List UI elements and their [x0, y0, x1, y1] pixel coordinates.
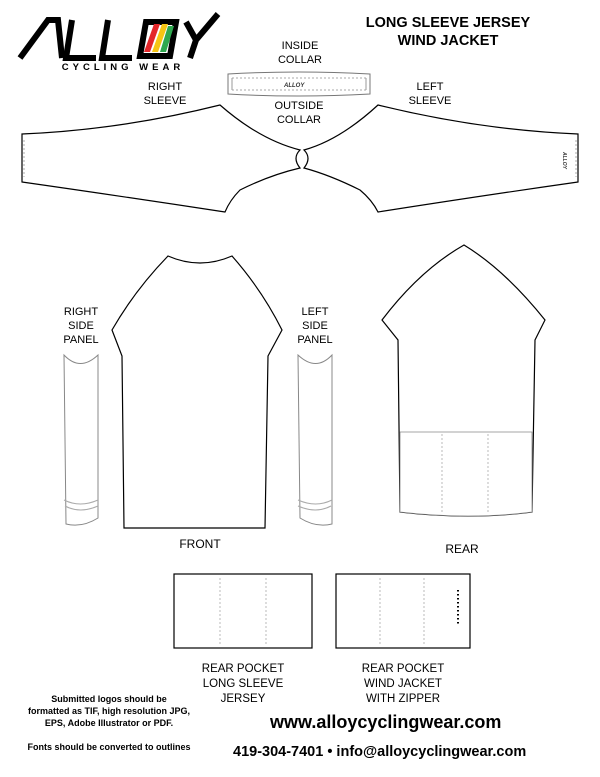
- left-sleeve-piece: [304, 105, 578, 212]
- outside-collar-label: OUTSIDE COLLAR: [274, 100, 324, 126]
- collar-logo: ALLOY: [284, 83, 305, 89]
- front-label: FRONT: [179, 537, 221, 551]
- fonts-note: Fonts should be converted to outlines: [27, 742, 191, 752]
- rear-label: REAR: [445, 542, 479, 556]
- right-sleeve-piece: [22, 105, 300, 212]
- alloy-logo: [20, 14, 218, 58]
- right-side-panel-piece: [64, 355, 98, 525]
- right-side-panel-label: RIGHT SIDE PANEL: [63, 306, 99, 346]
- left-side-panel-piece: [298, 355, 332, 525]
- rear-pocket-jacket-piece: [336, 574, 470, 648]
- front-body-piece: [112, 256, 282, 528]
- rear-pocket-jersey-label: REAR POCKET LONG SLEEVE JERSEY: [201, 663, 285, 705]
- right-sleeve-label: RIGHT SLEEVE: [143, 81, 187, 107]
- rear-pocket-jersey-piece: [174, 574, 312, 648]
- inside-collar-label: INSIDE COLLAR: [277, 40, 323, 66]
- rear-pocket-jacket-label: REAR POCKET WIND JACKET WITH ZIPPER: [361, 663, 445, 705]
- left-side-panel-label: LEFT SIDE PANEL: [297, 306, 333, 346]
- rear-body-piece: [382, 245, 545, 516]
- contact-info[interactable]: 419-304-7401 • info@alloycyclingwear.com: [233, 744, 527, 760]
- sleeve-logo: ALLOY: [561, 152, 567, 169]
- document-title: [358, 14, 538, 50]
- title-line-2: WIND JACKET: [397, 33, 499, 49]
- left-sleeve-label: LEFT SLEEVE: [408, 81, 452, 107]
- brand-tagline: CYCLING WEAR: [61, 62, 185, 73]
- logo-format-note: Submitted logos should be formatted as TIF, high resolution JPG, EPS, Adobe Illustrator or PDF.: [27, 694, 191, 728]
- title-line-1: LONG SLEEVE JERSEY: [365, 15, 531, 31]
- website-link[interactable]: www.alloycyclingwear.com: [270, 712, 502, 732]
